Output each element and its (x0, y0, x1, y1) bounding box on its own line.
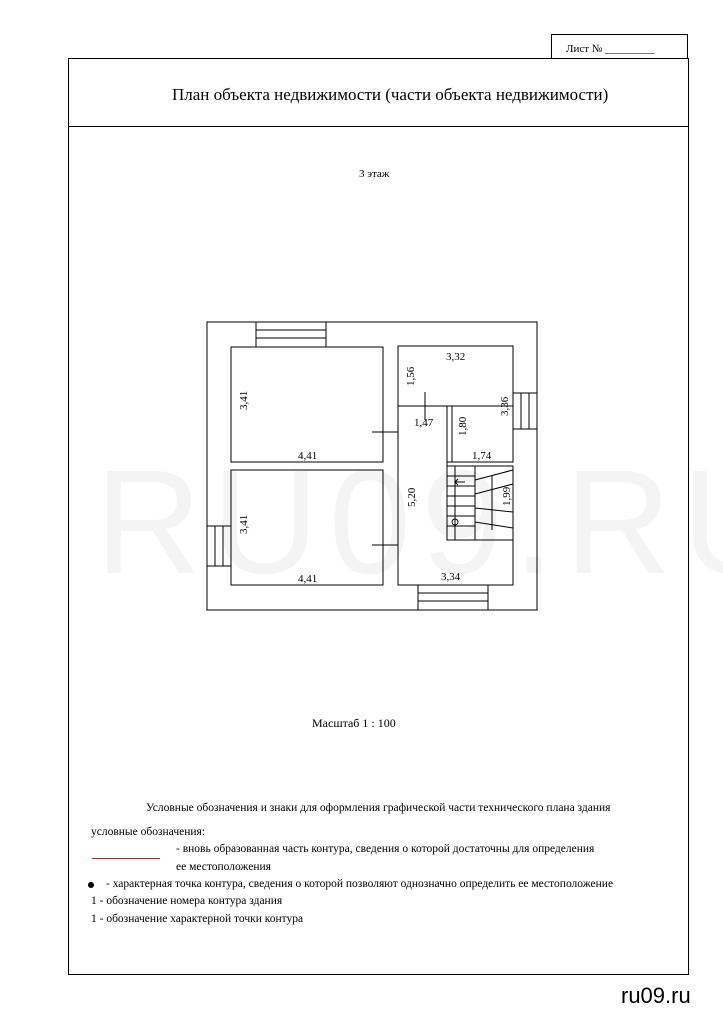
dim-corridor-bottom: 1,74 (472, 450, 492, 462)
dim-room2-height: 3,41 (238, 514, 250, 534)
dim-room4-width: 3,34 (441, 571, 461, 583)
legend-point-dot (88, 882, 94, 888)
window-left (207, 526, 231, 566)
dim-hall-width: 1,47 (414, 417, 434, 429)
legend-caption: условные обозначения: (91, 826, 206, 838)
legend-point-item: 1 - обозначение характерной точки контура (91, 913, 304, 925)
dim-room2-width: 4,41 (298, 573, 318, 585)
dim-room3-right: 3,36 (499, 396, 511, 416)
floor-label: 3 этаж (359, 168, 390, 180)
dim-room3-top: 3,32 (446, 351, 466, 363)
legend-contour-item: 1 - обозначение номера контура здания (91, 895, 283, 907)
window-right (513, 393, 537, 429)
site-link[interactable]: ru09.ru (621, 983, 691, 1008)
legend-dot-item: - характерная точка контура, сведения о которой позволяют однозначно определить ее местоположение (106, 878, 614, 890)
legend-line-item-1: - вновь образованная часть контура, сведения о которой достаточны для определения (176, 843, 595, 855)
dim-hall-length: 5,20 (406, 487, 418, 507)
legend-line-item-2: ее местоположения (176, 861, 271, 873)
legend-heading: Условные обозначения и знаки для оформления графической части технического плана здания (146, 802, 611, 814)
sheet-number-label: Лист № _________ (566, 43, 655, 55)
page-title: План объекта недвижимости (части объекта недвижимости) (172, 85, 609, 104)
dim-room3-left: 1,56 (405, 366, 417, 386)
dim-room1-width: 4,41 (298, 450, 318, 462)
dim-stair: 1,99 (501, 486, 513, 506)
dim-corridor-length: 1,80 (457, 416, 469, 436)
room-1 (231, 347, 383, 462)
room-2 (231, 470, 383, 585)
scale-label: Масштаб 1 : 100 (312, 716, 396, 730)
window-bottom (418, 585, 488, 610)
dim-room1-height: 3,41 (238, 390, 250, 410)
legend-red-line (92, 858, 160, 859)
window-top (256, 322, 326, 347)
